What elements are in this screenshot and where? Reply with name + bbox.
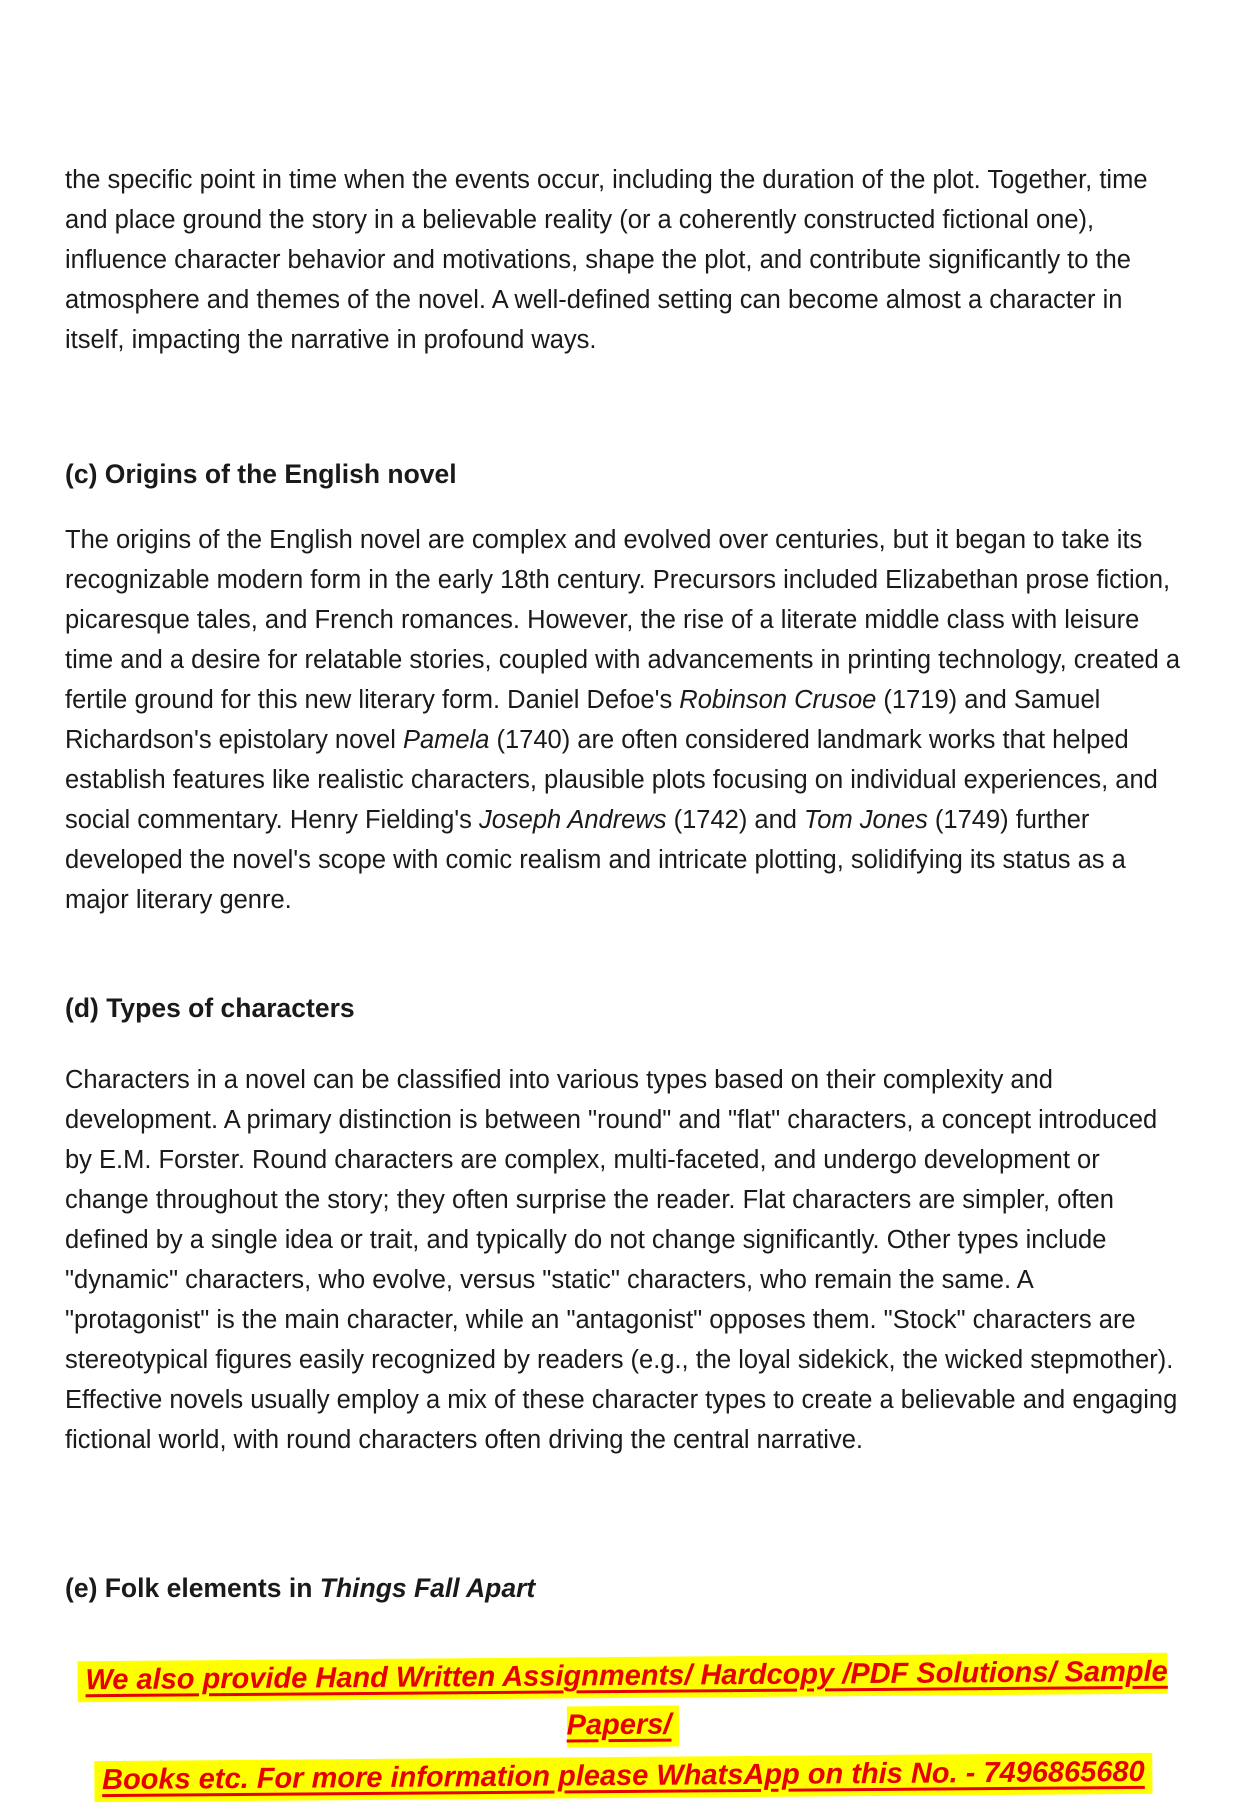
intro-paragraph: the specific point in time when the events occur, including the duration of the plot. Together, time and place ground the story in a believable reality (or a coherently constructed fictional one), influence character behavior and motivations, shape the plot, and contribute significantly to the atmosphere and themes of the novel. A well-defined setting can become almost a character in itself, impacting the narrative in profound ways. [65, 165, 1148, 354]
promo-footer-line-1-text: We also provide Hand Written Assignments/ Hardcopy /PDF Solutions/ Sample Papers/ [77, 1653, 1168, 1748]
promo-footer-line-1 [64, 1650, 1181, 1757]
promo-footer-line-2-text: Books etc. For more information please WhatsApp on this No. - 7496865680 [94, 1753, 1153, 1802]
section-d-heading: (d) Types of characters [65, 992, 355, 1023]
promo-footer [64, 1650, 1181, 1809]
section-c-paragraph: The origins of the English novel are complex and evolved over centuries, but it began to take its recognizable modern form in the early 18th century. Precursors included Elizabethan prose fiction, picaresque tales, and French romances. However, the rise of a literate middle class with leisure time and a desire for relatable stories, coupled with advancements in printing technology, created a fertile ground for this new literary form. Daniel Defoe's Robinson Crusoe (1719) and Samuel Richardson's epistolary novel Pamela (1740) are often considered landmark works that helped establish features like realistic characters, plausible plots focusing on individual experiences, and social commentary. Henry Fielding's Joseph Andrews (1742) and Tom Jones (1749) further developed the novel's scope with comic realism and intricate plotting, solidifying its status as a major literary genre. [65, 525, 1181, 914]
promo-footer-line-2 [65, 1750, 1181, 1808]
section-c-heading: (c) Origins of the English novel [65, 458, 457, 489]
section-e-heading: (e) Folk elements in Things Fall Apart [65, 1572, 536, 1603]
section-d-paragraph: Characters in a novel can be classified into various types based on their complexity and development. A primary distinction is between "round" and "flat" characters, a concept introduced by E.M. Forster. Round characters are complex, multi-faceted, and undergo development or change throughout the story; they often surprise the reader. Flat characters are simpler, often defined by a single idea or trait, and typically do not change significantly. Other types include "dynamic" characters, who evolve, versus "static" characters, who remain the same. A "protagonist" is the main character, while an "antagonist" opposes them. "Stock" characters are stereotypical figures easily recognized by readers (e.g., the loyal sidekick, the wicked stepmother). Effective novels usually employ a mix of these character types to create a believable and engaging fictional world, with round characters often driving the central narrative. [65, 1065, 1178, 1454]
